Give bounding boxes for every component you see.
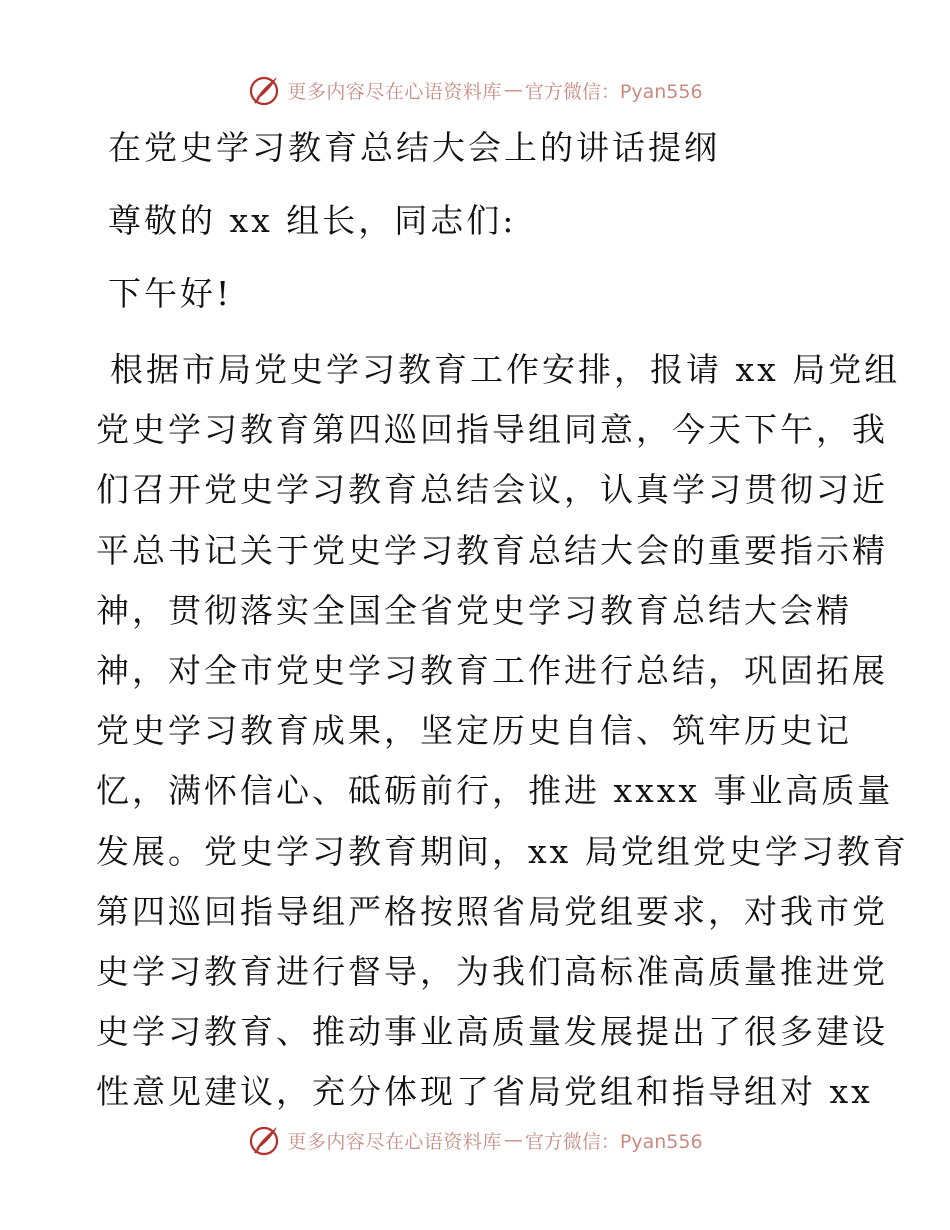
- body-line: 神，贯彻落实全国全省党史学习教育总结大会精: [96, 590, 852, 630]
- body-line: 第四巡回指导组严格按照省局党组要求，对我市党: [96, 891, 888, 931]
- body-line: 平总书记关于党史学习教育总结大会的重要指示精: [96, 530, 888, 570]
- body-line: 党史学习教育第四巡回指导组同意，今天下午，我: [96, 410, 888, 450]
- body-line: 史学习教育进行督导，为我们高标准高质量推进党: [96, 951, 888, 991]
- watermark-separator: —: [503, 1129, 523, 1151]
- watermark-wechat: 官方微信：Pyan556: [524, 80, 703, 103]
- watermark-wechat: 官方微信：Pyan556: [524, 1130, 703, 1153]
- body-line: 们召开党史学习教育总结会议，认真学习贯彻习近: [96, 470, 888, 510]
- body-line: 性意见建议，充分体现了省局党组和指导组对 xx: [96, 1072, 873, 1112]
- watermark-text: 更多内容尽在心语资料库: [287, 1130, 502, 1153]
- quill-pen-logo-icon: [247, 1123, 281, 1157]
- quill-pen-logo-icon: [247, 73, 281, 107]
- body-line: 党史学习教育成果，坚定历史自信、筑牢历史记: [96, 711, 852, 751]
- watermark-footer: [0, 1120, 950, 1160]
- watermark-header: [0, 70, 950, 110]
- body-paragraph: [96, 340, 909, 1122]
- body-line: 根据市局党史学习教育工作安排，报请 xx 局党组: [110, 350, 901, 389]
- greeting: 下午好!: [108, 274, 233, 313]
- body-line: 史学习教育、推动事业高质量发展提出了很多建设: [96, 1012, 888, 1052]
- body-line: 发展。党史学习教育期间，xx 局党组党史学习教育: [96, 831, 909, 871]
- salutation: 尊敬的 xx 组长，同志们:: [108, 201, 517, 240]
- watermark-separator: —: [503, 79, 523, 101]
- body-line: 忆，满怀信心、砥砺前行，推进 xxxx 事业高质量: [96, 771, 894, 811]
- watermark-text: 更多内容尽在心语资料库: [287, 80, 502, 103]
- body-line: 神，对全市党史学习教育工作进行总结，巩固拓展: [96, 650, 888, 690]
- document-title: 在党史学习教育总结大会上的讲话提纲: [108, 128, 720, 167]
